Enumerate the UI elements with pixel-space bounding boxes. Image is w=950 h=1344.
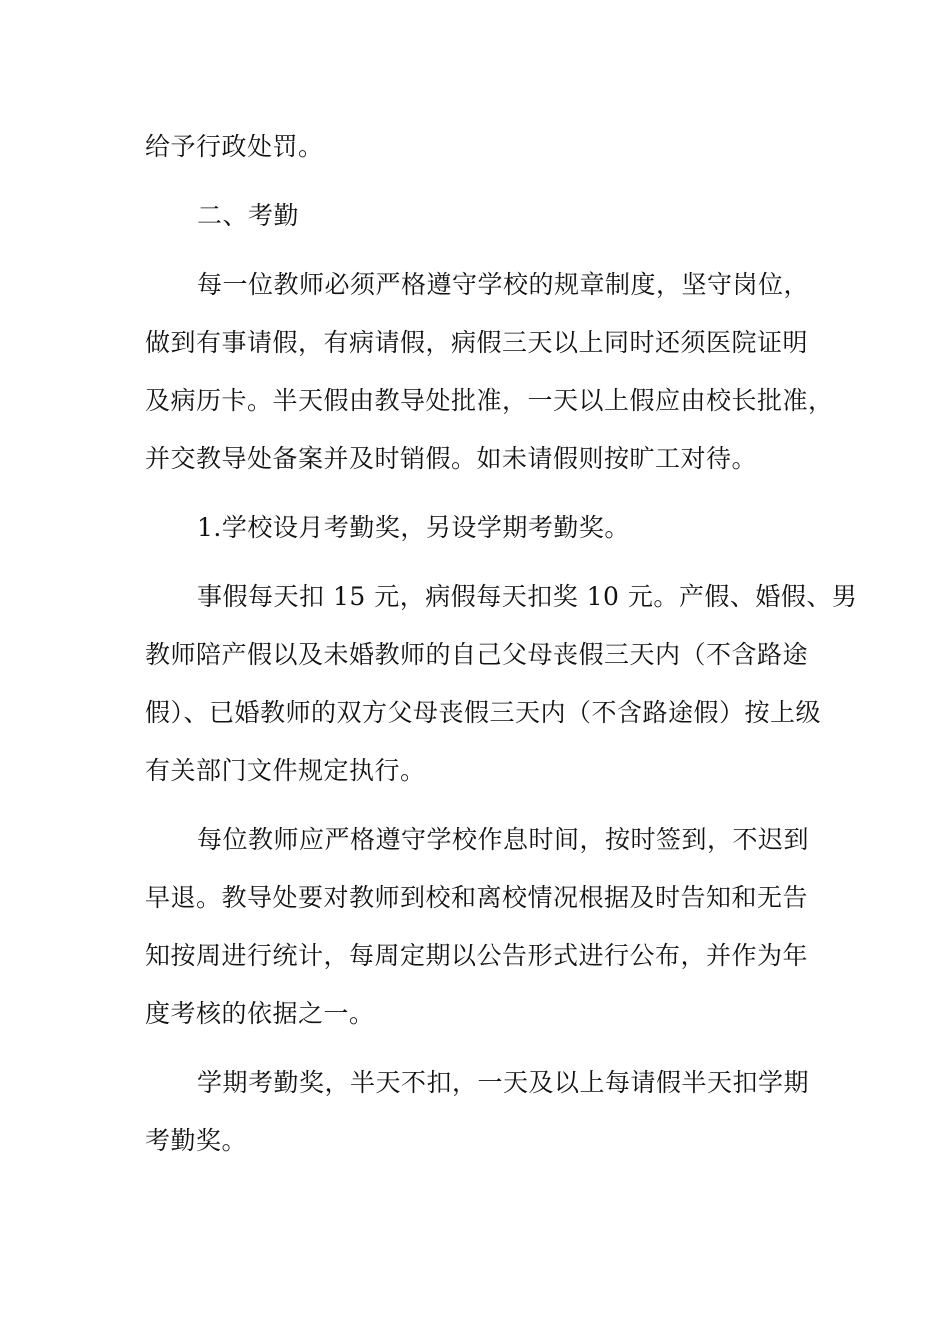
text-line: 给予行政处罚。 (145, 132, 324, 161)
text-line: 并交教导处备案并及时销假。如未请假则按旷工对待。 (145, 444, 758, 473)
paragraph-continuation (145, 128, 805, 166)
text-line: 每一位教师必须严格遵守学校的规章制度，坚守岗位， (197, 270, 810, 299)
numbered-item (145, 509, 805, 547)
document-page (145, 128, 858, 1160)
text-line: 教师陪产假以及未婚教师的自己父母丧假三天内（不含路途 (145, 640, 809, 669)
section-heading (145, 197, 805, 235)
paragraph-schedule (145, 821, 810, 1033)
text-line: 假）、已婚教师的双方父母丧假三天内（不含路途假）按上级 (145, 698, 822, 727)
paragraph-leave-deductions (145, 578, 858, 790)
text-line: 学期考勤奖，半天不扣，一天及以上每请假半天扣学期 (197, 1068, 810, 1097)
text-line: 度考核的依据之一。 (145, 999, 375, 1028)
text-line: 考勤奖。 (145, 1126, 248, 1155)
text-line: 有关部门文件规定执行。 (145, 756, 426, 785)
paragraph-attendance-rules (145, 266, 834, 478)
paragraph-term-award (145, 1064, 810, 1160)
text-line: 早退。教导处要对教师到校和离校情况根据及时告知和无告 (145, 883, 809, 912)
text-line: 1.学校设月考勤奖，另设学期考勤奖。 (197, 513, 630, 542)
heading-text: 二、考勤 (197, 201, 300, 230)
text-line: 事假每天扣 15 元，病假每天扣奖 10 元。产假、婚假、男 (197, 582, 858, 611)
text-line: 每位教师应严格遵守学校作息时间，按时签到，不迟到 (197, 825, 810, 854)
text-line: 做到有事请假，有病请假，病假三天以上同时还须医院证明 (145, 328, 809, 357)
text-line: 知按周进行统计，每周定期以公告形式进行公布，并作为年 (145, 941, 809, 970)
text-line: 及病历卡。半天假由教导处批准，一天以上假应由校长批准， (145, 386, 834, 415)
